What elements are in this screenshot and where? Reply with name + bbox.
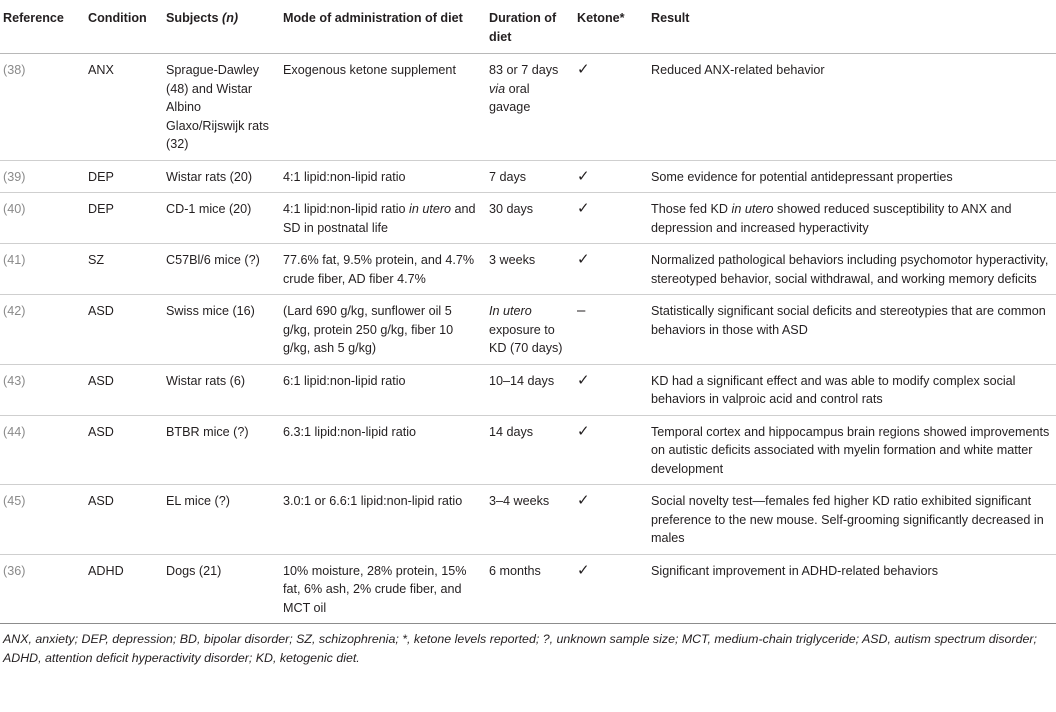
duration-italic: via [489,81,506,96]
table-row [0,160,1056,193]
cell-reference: (42) [0,295,81,365]
duration-italic: In utero [489,304,532,318]
cell-reference: (38) [0,54,81,161]
cell-mode [279,295,485,365]
table-row [0,193,1056,244]
mode-text: 4:1 lipid:non-lipid ratio [283,202,410,216]
cell-subjects: CD-1 mice (20) [162,193,279,244]
duration-text: 3 weeks [489,253,536,267]
header-ketone: Ketone* [573,0,647,54]
cell-reference: (45) [0,485,81,555]
cell-mode [279,415,485,485]
cell-reference: (44) [0,415,81,485]
mode-text: 77.6% fat, 9.5% protein, and 4.7% crude fiber, AD fiber 4.7% [283,253,475,286]
cell-reference: (43) [0,364,81,415]
cell-subjects: C57Bl/6 mice (?) [162,244,279,295]
result-text: KD had a significant effect and was able to modify complex social behaviors in valproic acid and control rats [651,373,1016,406]
table-row [0,364,1056,415]
cell-result [647,295,1056,365]
cell-reference: (36) [0,554,81,624]
cell-ketone: – [573,295,647,365]
cell-subjects: Wistar rats (6) [162,364,279,415]
cell-duration [485,54,573,161]
header-subjects-n: (n) [222,11,239,25]
cell-result [647,193,1056,244]
cell-mode [279,485,485,555]
cell-mode [279,554,485,624]
cell-condition: ANX [81,54,162,161]
cell-condition: ASD [81,415,162,485]
duration-text: 7 days [489,169,527,184]
cell-result [647,160,1056,193]
cell-ketone: ✓ [573,160,647,193]
duration-text: 10–14 days [489,373,555,388]
mode-text: 6:1 lipid:non-lipid ratio [283,373,406,388]
result-text: Some evidence for potential antidepressant properties [651,169,953,184]
cell-subjects: Wistar rats (20) [162,160,279,193]
cell-condition: ASD [81,364,162,415]
cell-result [647,364,1056,415]
header-reference: Reference [0,0,81,54]
cell-ketone: ✓ [573,193,647,244]
duration-text-end: exposure to KD (70 days) [489,322,563,355]
header-duration: Duration of diet [485,0,573,54]
cell-result [647,54,1056,161]
mode-text-end: and SD in postnatal life [283,202,476,235]
cell-mode [279,160,485,193]
result-text: Those fed KD [651,202,732,216]
cell-mode [279,193,485,244]
mode-text: (Lard 690 g/kg, sunflower oil 5 g/kg, protein 250 g/kg, fiber 10 g/kg, ash 5 g/kg) [283,304,454,355]
result-text: Social novelty test—females fed higher KD ratio exhibited significant preference to the new mouse. Self-grooming significantly decreased in males [651,494,1044,545]
table-row [0,54,1056,161]
header-subjects [162,0,279,54]
cell-ketone: ✓ [573,244,647,295]
cell-duration [485,160,573,193]
cell-mode [279,364,485,415]
cell-ketone: ✓ [573,54,647,161]
mode-text: 4:1 lipid:non-lipid ratio [283,169,406,184]
result-text-end: showed reduced susceptibility to ANX and depression and increased hyperactivity [651,202,1012,235]
cell-result [647,485,1056,555]
header-result: Result [647,0,1056,54]
result-text: Temporal cortex and hippocampus brain regions showed improvements on autistic deficits associated with myelin formation and white matter development [651,424,1050,476]
cell-subjects: BTBR mice (?) [162,415,279,485]
table-row [0,295,1056,365]
table-body [0,54,1056,624]
cell-mode [279,244,485,295]
cell-subjects: Sprague-Dawley (48) and Wistar Albino Glaxo/Rijswijk rats (32) [162,54,279,161]
duration-text: 6 months [489,563,541,578]
cell-duration [485,364,573,415]
table-row [0,554,1056,624]
mode-text: 6.3:1 lipid:non-lipid ratio [283,424,417,439]
table-header-row [0,0,1056,54]
table-row [0,485,1056,555]
header-condition: Condition [81,0,162,54]
duration-text: 3–4 weeks [489,494,550,508]
cell-duration [485,415,573,485]
mode-text: Exogenous ketone supplement [283,63,456,77]
result-text: Normalized pathological behaviors including psychomotor hyperactivity, stereotyped behavior, social withdrawal, and working memory deficits [651,253,1049,286]
header-subjects-label: Subjects [166,11,219,25]
cell-duration [485,485,573,555]
duration-text: 83 or 7 days [489,63,559,77]
mode-text: 3.0:1 or 6.6:1 lipid:non-lipid ratio [283,494,463,508]
table-footnote: ANX, anxiety; DEP, depression; BD, bipolar disorder; SZ, schizophrenia; *, ketone levels reported; ?, unknown sample size; MCT, medium-chain triglyceride; ASD, autism spectrum disorder; ADHD, attention deficit hyperactivity disorder; KD, ketogenic diet. [3,632,1037,665]
cell-mode [279,54,485,161]
header-mode: Mode of administration of diet [279,0,485,54]
result-text: Statistically significant social deficits and stereotypies that are common behaviors in those with ASD [651,304,1046,337]
duration-text: 14 days [489,424,534,439]
duration-text: 30 days [489,202,534,216]
cell-ketone: ✓ [573,485,647,555]
result-text: Significant improvement in ADHD-related behaviors [651,563,938,578]
cell-condition: ASD [81,295,162,365]
cell-reference: (40) [0,193,81,244]
cell-ketone: ✓ [573,554,647,624]
cell-reference: (39) [0,160,81,193]
cell-duration [485,244,573,295]
mode-text: 10% moisture, 28% protein, 15% fat, 6% ash, 2% crude fiber, and MCT oil [283,563,467,615]
cell-duration [485,193,573,244]
cell-ketone: ✓ [573,415,647,485]
result-italic: in utero [731,202,774,216]
table-row [0,415,1056,485]
cell-ketone: ✓ [573,364,647,415]
cell-subjects: Swiss mice (16) [162,295,279,365]
cell-result [647,415,1056,485]
mode-italic: in utero [409,202,452,216]
duration-text-end: oral gavage [489,81,531,114]
cell-condition: DEP [81,193,162,244]
result-text: Reduced ANX-related behavior [651,63,825,77]
cell-duration [485,295,573,365]
cell-condition: DEP [81,160,162,193]
cell-duration [485,554,573,624]
cell-condition: SZ [81,244,162,295]
cell-result [647,554,1056,624]
cell-subjects: EL mice (?) [162,485,279,555]
table-row [0,244,1056,295]
cell-reference: (41) [0,244,81,295]
cell-condition: ADHD [81,554,162,624]
cell-subjects: Dogs (21) [162,554,279,624]
cell-condition: ASD [81,485,162,555]
cell-result [647,244,1056,295]
